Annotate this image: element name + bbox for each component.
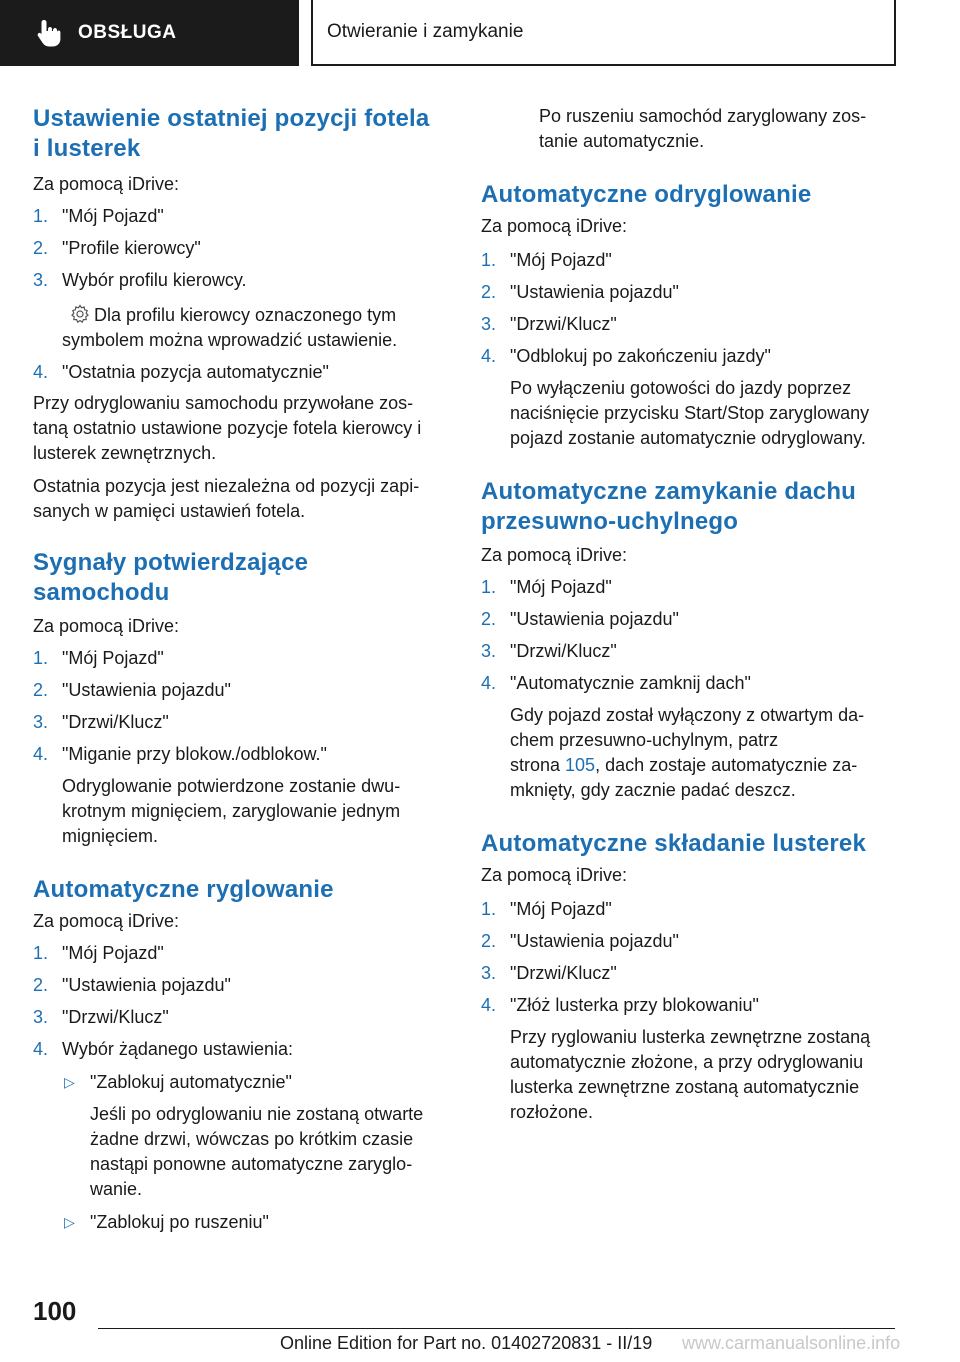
- list-item: 1. "Mój Pojazd": [481, 250, 612, 270]
- list-item: 1. "Mój Pojazd": [33, 206, 164, 226]
- paragraph: Ostatnia pozycja jest niezależna od pozycji zapi‐ sanych w pamięci ustawień fotela.: [33, 476, 420, 521]
- right-column: [481, 104, 901, 1125]
- header-chapter-box: [311, 0, 896, 66]
- item-note: Po wyłączeniu gotowości do jazdy poprzez naciśnięcie przycisku Start/Stop zaryglowany pojazd zostanie automatycznie odryglowany.: [510, 378, 870, 448]
- intro-text: Za pomocą iDrive:: [481, 865, 628, 885]
- page-number: 100: [33, 1296, 77, 1326]
- list-item: 2. "Ustawienia pojazdu": [481, 931, 679, 951]
- intro-text: Za pomocą iDrive:: [481, 216, 628, 236]
- steps-list: [481, 575, 901, 803]
- section-heading: Automatyczne zamykanie dachu przesuwno-uchylnego: [481, 478, 857, 535]
- list-item: 3. "Drzwi/Klucz": [481, 314, 617, 334]
- triangle-bullet-icon: ▷: [64, 1214, 75, 1230]
- watermark: www.carmanualsonline.info: [682, 1333, 901, 1353]
- hand-pointer-icon: [34, 18, 64, 48]
- list-item: 4. "Miganie przy blokow./odblokow." Odryglowanie potwierdzone zostanie dwu‐ krotnym mignięciem, zaryglowanie jednym mignięciem.: [33, 742, 445, 849]
- triangle-bullet-icon: ▷: [64, 1074, 75, 1090]
- section-heading: [33, 104, 445, 164]
- edition-text: Online Edition for Part no. 01402720831 - II/19: [280, 1333, 653, 1353]
- list-item: 4. "Ostatnia pozycja automatycznie": [33, 362, 329, 382]
- intro-text: Za pomocą iDrive:: [33, 174, 180, 194]
- list-item: 3. "Drzwi/Klucz": [33, 712, 169, 732]
- list-item: 4. "Odblokuj po zakończeniu jazdy" Po wyłączeniu gotowości do jazdy poprzez naciśnięcie przycisku Start/Stop zaryglowany pojazd zostanie automatycznie odryglowany.: [481, 344, 901, 451]
- paragraph: Przy odryglowaniu samochodu przywołane zos‐ taną ostatnio ustawione pozycje fotela kierowcy i lusterek zewnętrznych.: [33, 393, 422, 463]
- steps-list: [33, 204, 445, 385]
- page-reference-link[interactable]: 105: [565, 755, 596, 775]
- list-item: 1. "Mój Pojazd": [481, 577, 612, 597]
- list-item: 1. "Mój Pojazd": [481, 899, 612, 919]
- footer-divider: [98, 1328, 895, 1329]
- list-item: 3. "Drzwi/Klucz": [481, 641, 617, 661]
- list-item: 3. "Drzwi/Klucz": [481, 963, 617, 983]
- list-item: 2. "Ustawienia pojazdu": [33, 680, 231, 700]
- steps-list: [481, 248, 901, 451]
- item-note: Odryglowanie potwierdzone zostanie dwu‐ krotnym mignięciem, zaryglowanie jednym mignięciem.: [62, 776, 401, 846]
- chapter-title: Otwieranie i zamykanie: [327, 21, 524, 42]
- list-item: 3. Wybór profilu kierowcy. Dla profilu kierowcy oznaczonego tym symbolem można wprowadzić ustawienie.: [33, 268, 445, 353]
- heading-line: Ustawienie ostatniej pozycji fotela: [33, 105, 430, 132]
- list-item: 4. "Automatycznie zamknij dach" Gdy pojazd został wyłączony z otwartym da‐ chem przesuwno-uchylnym, patrz strona 105, dach zostaje automatycznie za‐ mknięty, gdy zacznie padać deszcz.: [481, 671, 901, 803]
- section-heading: Sygnały potwierdzające samochodu: [33, 549, 309, 606]
- intro-text: Za pomocą iDrive:: [33, 616, 180, 636]
- continued-text: Po ruszeniu samochód zaryglowany zos‐ tanie automatycznie.: [539, 106, 867, 151]
- list-item: 4. Wybór żądanego ustawienia: ▷ "Zablokuj automatycznie" Jeśli po odryglowaniu nie zostaną otwarte żadne drzwi, wówczas po krótkim czasie nastąpi ponowne automatyczne zaryglo‐ wanie. ▷ "Zablokuj po ruszeniu": [33, 1037, 445, 1235]
- section-label: OBSŁUGA: [78, 22, 177, 43]
- section-heading: Automatyczne składanie lusterek: [481, 830, 867, 857]
- item-note: Gdy pojazd został wyłączony z otwartym da‐ chem przesuwno-uchylnym, patrz strona 105, dach zostaje automatycznie za‐ mknięty, gdy zacznie padać deszcz.: [510, 705, 865, 800]
- gear-icon: [70, 304, 90, 324]
- list-item: 1. "Mój Pojazd": [33, 648, 164, 668]
- list-item: 1. "Mój Pojazd": [33, 943, 164, 963]
- item-note: Przy ryglowaniu lusterka zewnętrzne zostaną automatycznie złożone, a przy odryglowaniu lusterka zewnętrzne zostaną automatycznie rozłożone.: [510, 1027, 871, 1122]
- steps-list: [33, 941, 445, 1235]
- list-item: 2. "Ustawienia pojazdu": [33, 975, 231, 995]
- list-item: 3. "Drzwi/Klucz": [33, 1007, 169, 1027]
- bullet-list: [62, 1070, 445, 1235]
- list-item: 2. "Ustawienia pojazdu": [481, 609, 679, 629]
- heading-line: i lusterek: [33, 135, 141, 162]
- list-item: 2. "Ustawienia pojazdu": [481, 282, 679, 302]
- section-heading: Automatyczne ryglowanie: [33, 876, 334, 903]
- bullet-item: ▷ "Zablokuj po ruszeniu": [62, 1210, 445, 1235]
- intro-text: Za pomocą iDrive:: [481, 545, 628, 565]
- header-section-tab: [0, 0, 299, 66]
- section-heading: Automatyczne odryglowanie: [481, 181, 812, 208]
- list-item: 4. "Złóż lusterka przy blokowaniu" Przy ryglowaniu lusterka zewnętrzne zostaną automatycznie złożone, a przy odryglowaniu lusterka zewnętrzne zostaną automatycznie rozłożone.: [481, 993, 901, 1125]
- intro-text: Za pomocą iDrive:: [33, 911, 180, 931]
- bullet-note: Jeśli po odryglowaniu nie zostaną otwarte żadne drzwi, wówczas po krótkim czasie nastąpi ponowne automatyczne zaryglo‐ wanie.: [90, 1104, 424, 1199]
- list-item: 2. "Profile kierowcy": [33, 238, 201, 258]
- left-column: [33, 104, 445, 1235]
- steps-list: [481, 897, 901, 1125]
- steps-list: [33, 646, 445, 849]
- item-note: Dla profilu kierowcy oznaczonego tym symbolem można wprowadzić ustawienie.: [62, 305, 398, 350]
- bullet-item: ▷ "Zablokuj automatycznie" Jeśli po odryglowaniu nie zostaną otwarte żadne drzwi, wówczas po krótkim czasie nastąpi ponowne automatyczne zaryglo‐ wanie.: [62, 1070, 445, 1202]
